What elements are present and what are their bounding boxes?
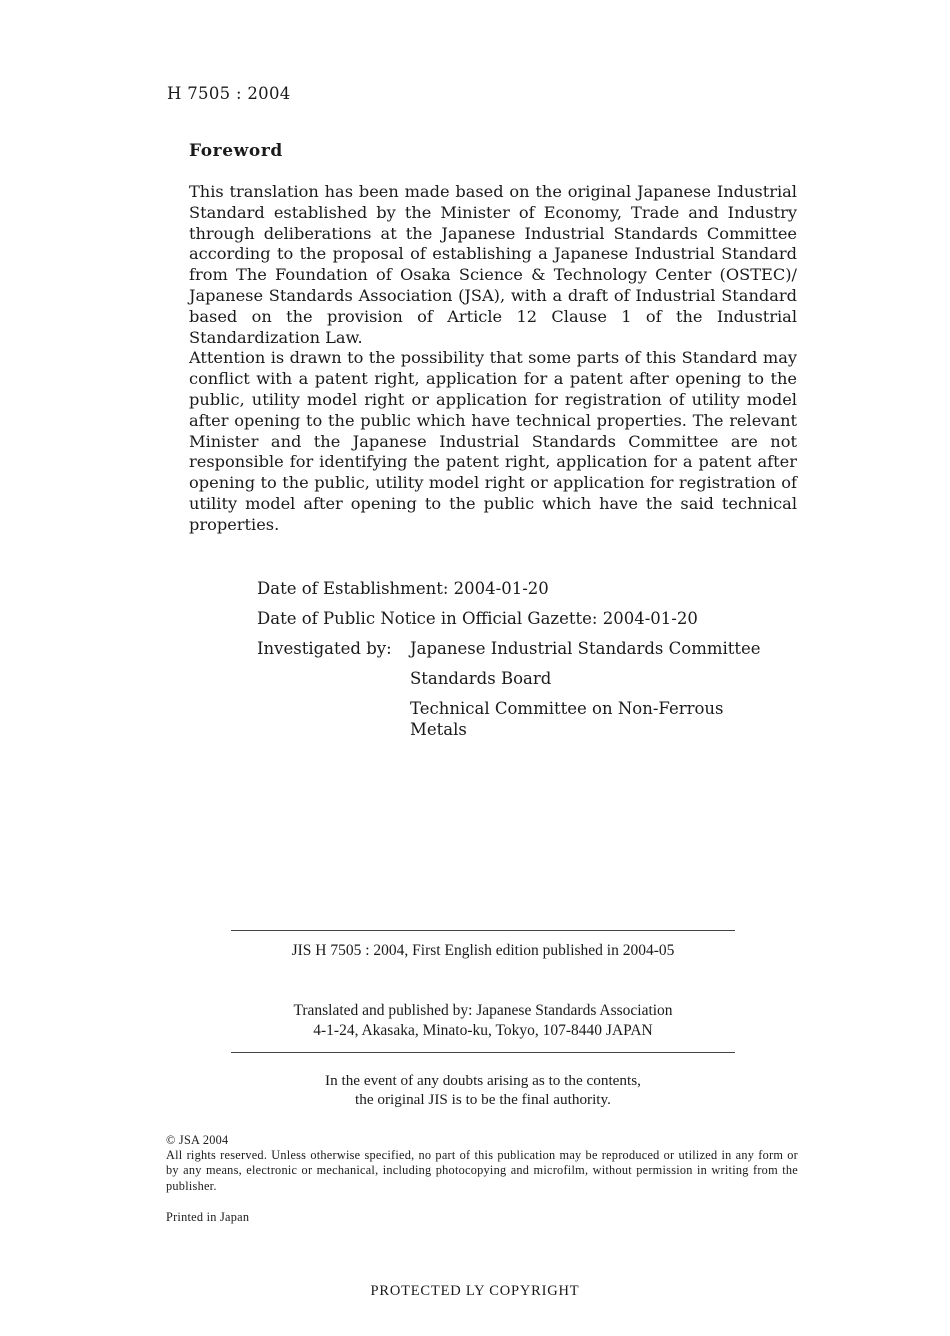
investigated-label: Investigated by: — [257, 639, 392, 658]
divider-bottom — [231, 1052, 735, 1053]
foreword-paragraph: This translation has been made based on the original Japanese Industrial Standard established by the Minister of Economy, Trade and Industry through deliberations at the Japanese Industrial Standards Committee according to the proposal of establishing a Japanese Industrial Standard from The Foundation of Osaka Science & Technology Center (OSTEC)/ Japanese Standards Association (JSA), with a draft of Industrial Standard based on the provision of Article 12 Clause 1 of the Industrial Standardization Law. — [189, 182, 797, 347]
printed-in: Printed in Japan — [166, 1210, 250, 1224]
public-notice-date: Date of Public Notice in Official Gazette: 2004-01-20 — [257, 609, 698, 628]
investigated-item: Technical Committee on Non-Ferrous Metals — [410, 699, 724, 739]
foreword-body — [189, 182, 797, 536]
divider-top — [231, 930, 735, 931]
publisher-line: Translated and published by: Japanese Standards Association — [293, 1002, 673, 1019]
address-line: 4-1-24, Akasaka, Minato-ku, Tokyo, 107-8440 JAPAN — [313, 1022, 653, 1039]
copyright-block — [166, 1133, 798, 1194]
document-id-header: H 7505 : 2004 — [167, 84, 291, 103]
copyright-rights: All rights reserved. Unless otherwise specified, no part of this publication may be reproduced or utilized in any form or by any means, electronic or mechanical, including photocopying and microfilm, without permission in writing from the publisher. — [166, 1148, 798, 1193]
foreword-title: Foreword — [189, 141, 283, 161]
foreword-paragraph: Attention is drawn to the possibility that some parts of this Standard may conflict with a patent right, application for a patent after opening to the public, utility model right or application for registration of utility model after opening to the public which have technical properties. The relevant Minister and the Japanese Industrial Standards Committee are not responsible for identifying the patent right, application for a patent after opening to the public, utility model right or application for registration of utility model after opening to the public which have the said technical properties. — [189, 348, 797, 534]
establishment-date: Date of Establishment: 2004-01-20 — [257, 579, 549, 598]
investigated-item: Japanese Industrial Standards Committee — [410, 639, 761, 658]
authority-notice-line: In the event of any doubts arising as to the contents, — [325, 1072, 641, 1089]
protected-footer: PROTECTED LY COPYRIGHT — [370, 1283, 580, 1299]
investigated-item: Standards Board — [410, 669, 552, 688]
authority-notice-line: the original JIS is to be the final authority. — [355, 1091, 611, 1108]
edition-line: JIS H 7505 : 2004, First English edition published in 2004-05 — [291, 942, 675, 959]
authority-notice — [231, 1071, 735, 1109]
copyright-symbol: © JSA 2004 — [166, 1133, 229, 1147]
